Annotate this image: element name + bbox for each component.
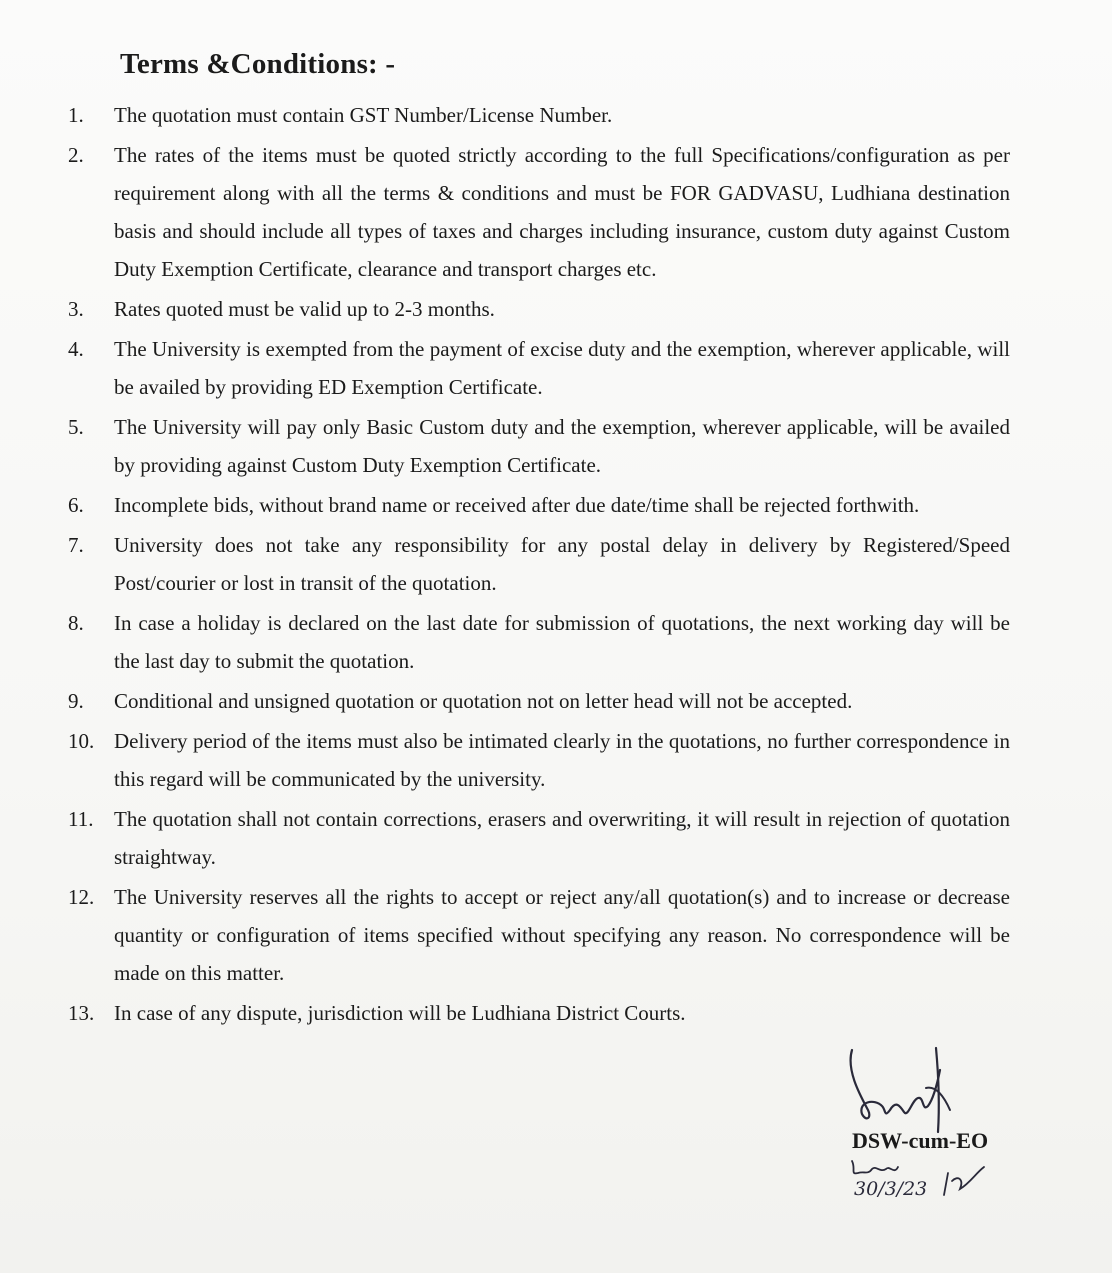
term-text: The University will pay only Basic Custom duty and the exemption, wherever applicable, will be availed by providing against Custom Duty Exemption Certificate. (114, 415, 1010, 477)
term-number: 2. (68, 143, 84, 167)
term-item (68, 526, 1010, 602)
term-item (68, 330, 1010, 406)
term-number: 9. (68, 689, 84, 713)
term-text: In case a holiday is declared on the last date for submission of quotations, the next working day will be the last day to submit the quotation. (114, 611, 1010, 673)
term-number: 11. (68, 807, 94, 831)
term-number: 7. (68, 533, 84, 557)
terms-list (68, 96, 1010, 1034)
handwritten-date-note (842, 1155, 992, 1203)
term-text: The University is exempted from the payment of excise duty and the exemption, wherever applicable, will be availed by providing ED Exemption Certificate. (114, 337, 1010, 399)
term-text: Rates quoted must be valid up to 2-3 months. (114, 297, 495, 321)
term-number: 5. (68, 415, 84, 439)
term-item (68, 878, 1010, 992)
term-text: Conditional and unsigned quotation or quotation not on letter head will not be accepted. (114, 689, 853, 713)
term-number: 1. (68, 103, 84, 127)
term-number: 12. (68, 885, 95, 909)
term-item (68, 290, 1010, 328)
term-item (68, 682, 1010, 720)
page-title: Terms &Conditions: - (120, 48, 396, 80)
term-number: 13. (68, 1001, 95, 1025)
term-text: The University reserves all the rights to accept or reject any/all quotation(s) and to increase or decrease quantity or configuration of items specified without specifying any reason. No correspondence will be made on this matter. (114, 885, 1010, 985)
term-text: Incomplete bids, without brand name or received after due date/time shall be rejected forthwith. (114, 493, 920, 517)
signature-block (838, 1040, 1018, 1210)
term-item (68, 722, 1010, 798)
term-item (68, 994, 1010, 1032)
term-item (68, 800, 1010, 876)
term-text: The rates of the items must be quoted strictly according to the full Specifications/configuration as per requirement along with all the terms & conditions and must be FOR GADVASU, Ludhiana destination basis and should include all types of taxes and charges including insurance, custom duty against Custom Duty Exemption Certificate, clearance and transport charges etc. (114, 143, 1010, 281)
term-text: University does not take any responsibility for any postal delay in delivery by Registered/Speed Post/courier or lost in transit of the quotation. (114, 533, 1010, 595)
term-item (68, 136, 1010, 288)
handwritten-date-text: 30/3/23 (854, 1178, 928, 1200)
term-number: 6. (68, 493, 84, 517)
handwritten-signature (838, 1040, 978, 1140)
term-text: The quotation must contain GST Number/License Number. (114, 103, 613, 127)
term-text: Delivery period of the items must also be intimated clearly in the quotations, no further correspondence in this regard will be communicated by the university. (114, 729, 1010, 791)
term-text: The quotation shall not contain corrections, erasers and overwriting, it will result in rejection of quotation straightway. (114, 807, 1010, 869)
term-item (68, 96, 1010, 134)
term-text: In case of any dispute, jurisdiction will be Ludhiana District Courts. (114, 1001, 686, 1025)
term-number: 3. (68, 297, 84, 321)
term-number: 4. (68, 337, 84, 361)
term-number: 8. (68, 611, 84, 635)
term-item (68, 486, 1010, 524)
term-item (68, 408, 1010, 484)
term-number: 10. (68, 729, 95, 753)
signatory-designation: DSW-cum-EO (852, 1128, 989, 1153)
term-item (68, 604, 1010, 680)
